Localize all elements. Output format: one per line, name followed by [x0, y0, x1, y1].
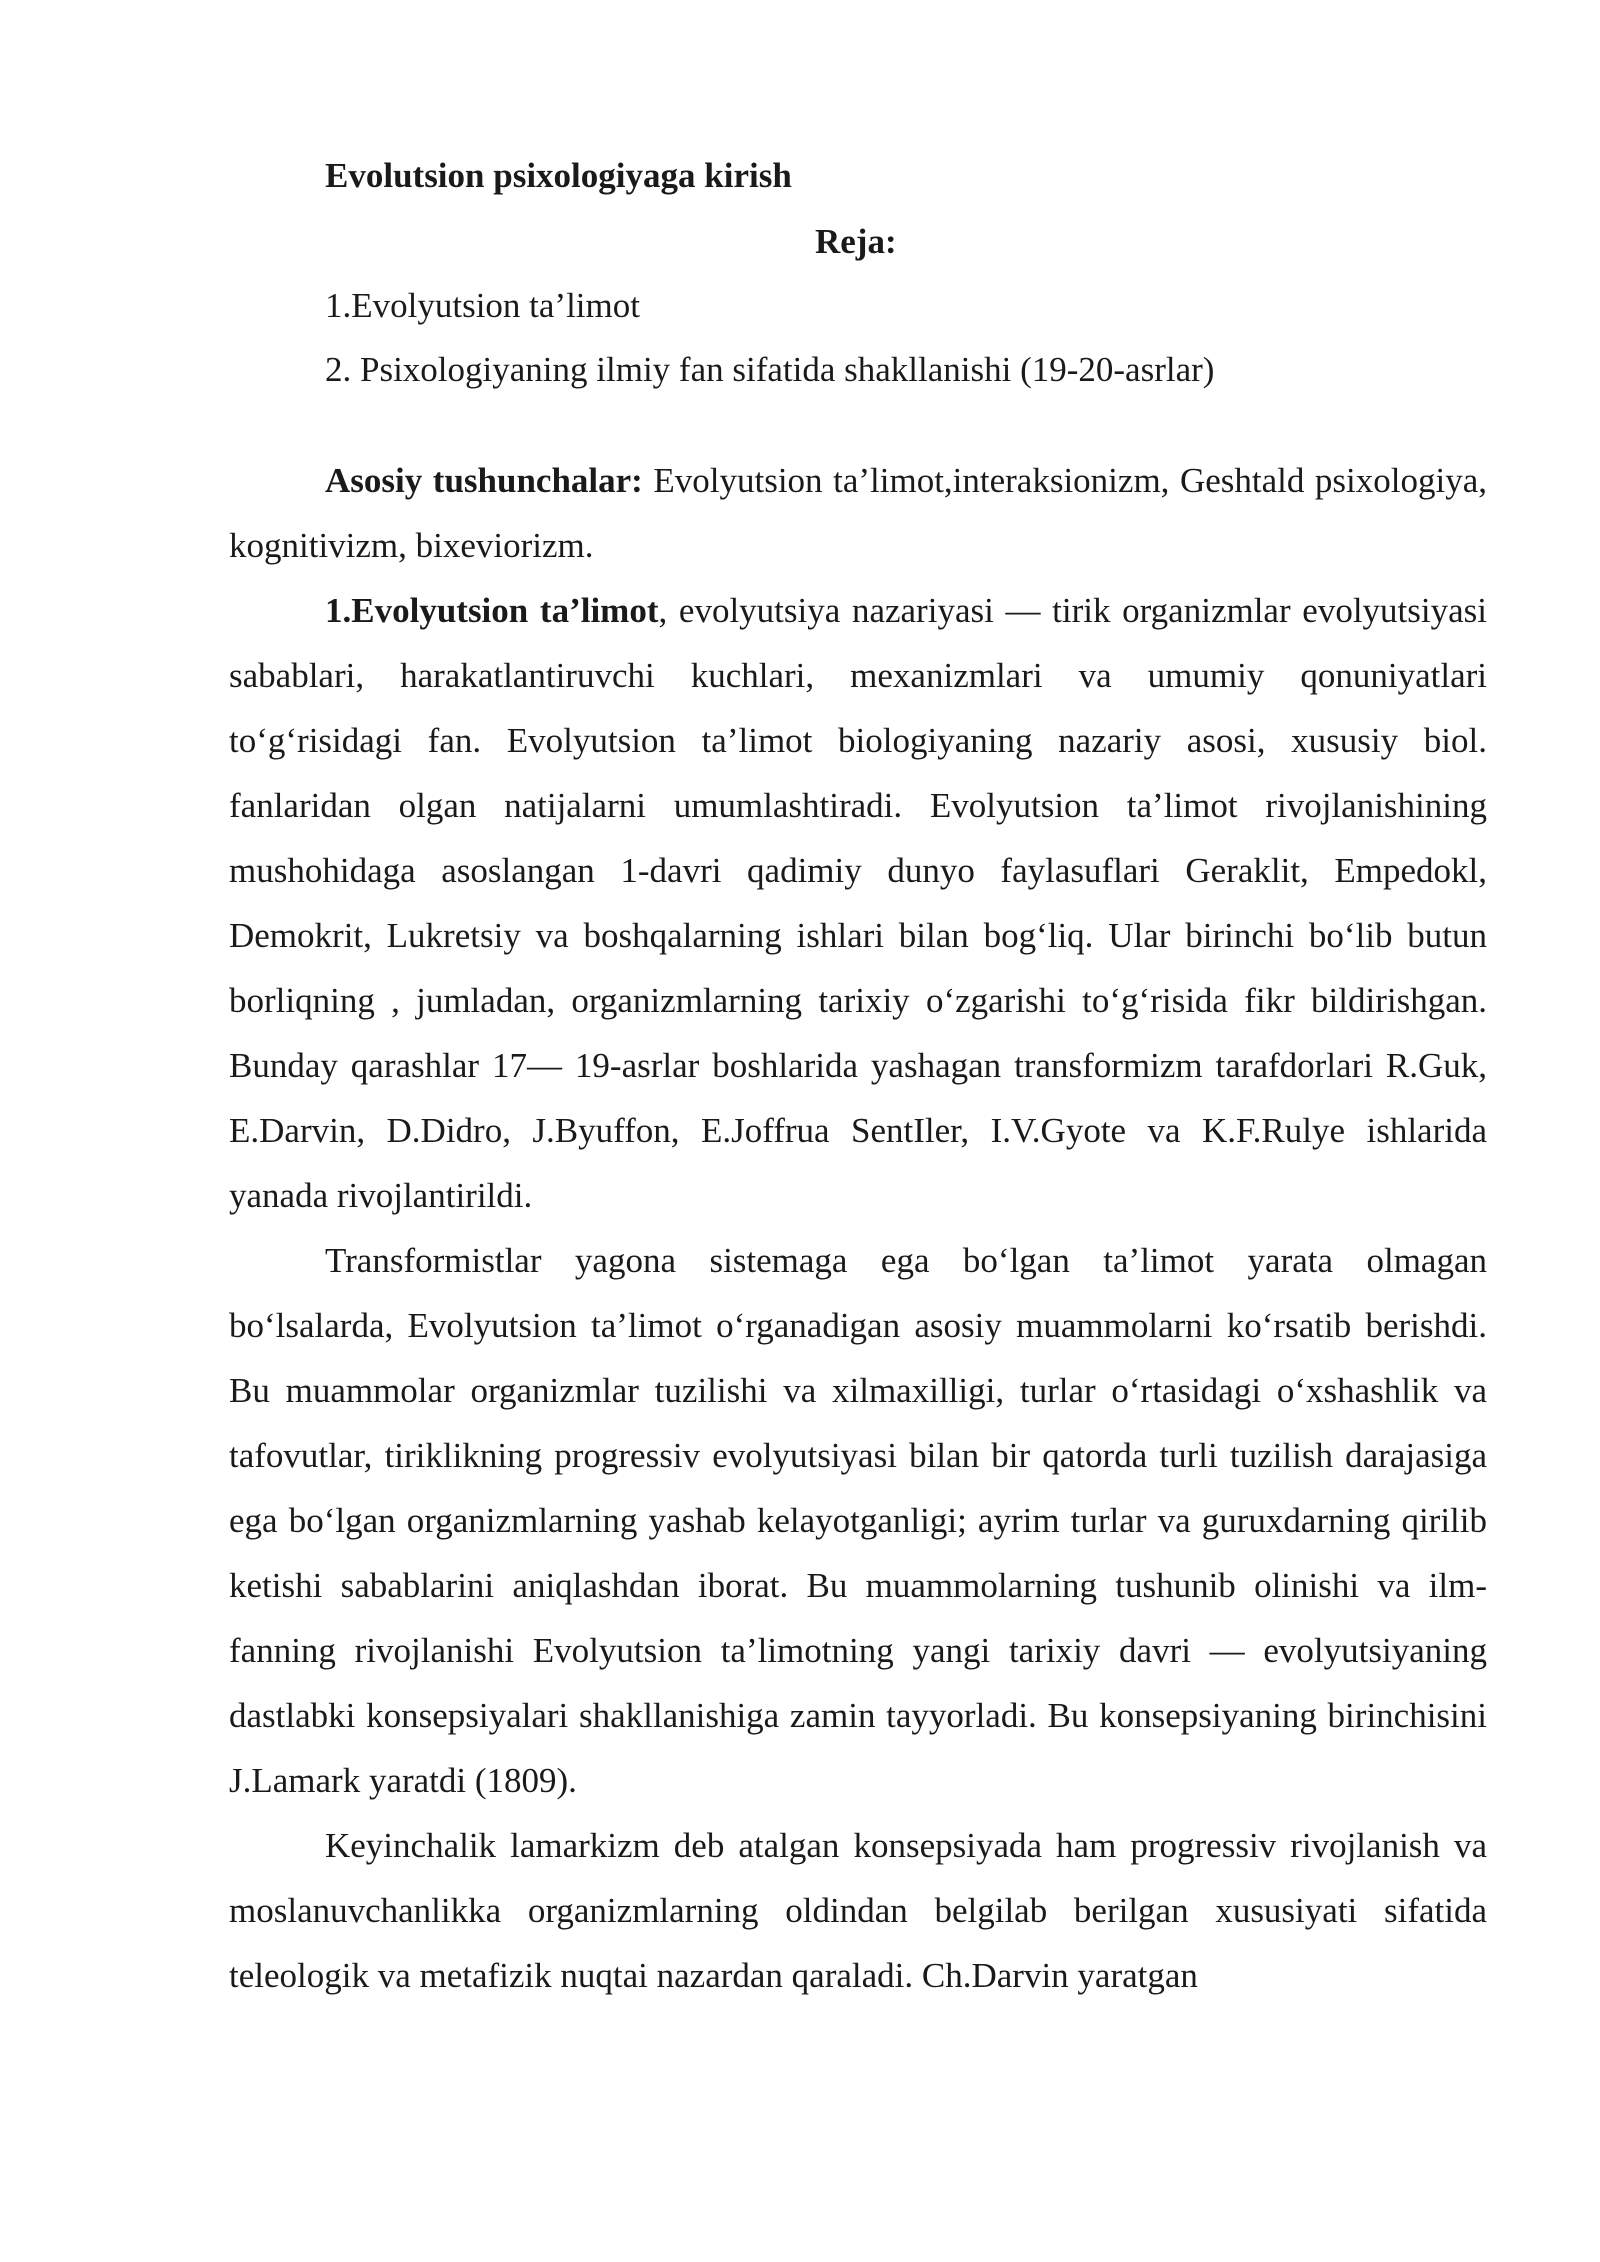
paragraph-lamarckism: Keyinchalik lamarkizm deb atalgan konsepsiyada ham progressiv rivojlanish va moslanuvchanlikka organizmlarning oldindan belgilab berilgan xususiyati sifatida teleologik va metafizik nuqtai nazardan qaraladi. Ch.Darvin yaratgan: [229, 1826, 1487, 1995]
document-body: [229, 150, 1487, 2008]
document-title: Evolutsion psixologiyaga kirish: [325, 156, 792, 195]
section1-text: , evolyutsiya nazariyasi — tirik organizmlar evolyutsiyasi sabablari, harakatlantiruvchi kuchlari, mexanizmlari va umumiy qonuniyatlari to‘g‘risidagi fan. Evolyutsion ta’limot biologiyaning nazariy asosi, xususiy biol. fanlaridan olgan natijalarni umumlashtiradi. Evolyutsion ta’limot rivojlanishining mushohidaga asoslangan 1-davri qadimiy dunyo faylasuflari Geraklit, Empedokl, Demokrit, Lukretsiy va boshqalarning ishlari bilan bog‘liq. Ular birinchi bo‘lib butun borliqning , jumladan, organizmlarning tarixiy o‘zgarishi to‘g‘risida fikr bildirishgan. Bunday qarashlar 17— 19-asrlar boshlarida yashagan transformizm tarafdorlari R.Guk, E.Darvin, D.Didro, J.Byuffon, E.Joffrua SentIler, I.V.Gyote va K.F.Rulye ishlarida yanada rivojlantirildi.: [229, 591, 1487, 1215]
section1-paragraph: [229, 578, 1487, 1228]
plan-item: 1.Evolyutsion ta’limot: [325, 286, 640, 325]
key-concepts-text: Evolyutsion ta’limot,interaksionizm, Geshtald psixologiya, kognitivizm, bixeviorizm.: [229, 461, 1487, 565]
plan-list: [229, 280, 1487, 396]
plan-item: 2. Psixologiyaning ilmiy fan sifatida shakllanishi (19-20-asrlar): [325, 350, 1215, 389]
plan-heading: Reja:: [815, 222, 897, 261]
key-concepts-paragraph: [229, 448, 1487, 578]
key-concepts-label: Asosiy tushunchalar:: [325, 461, 643, 500]
paragraph-transformists: Transformistlar yagona sistemaga ega bo‘lgan ta’limot yarata olmagan bo‘lsalarda, Evolyutsion ta’limot o‘rganadigan asosiy muammolarni ko‘rsatib berishdi. Bu muammolar organizmlar tuzilishi va xilmaxilligi, turlar o‘rtasidagi o‘xshashlik va tafovutlar, tiriklikning progressiv evolyutsiyasi bilan bir qatorda turli tuzilish darajasiga ega bo‘lgan organizmlarning yashab kelayotganligi; ayrim turlar va guruxdarning qirilib ketishi sabablarini aniqlashdan iborat. Bu muammolarning tushunib olinishi va ilm-fanning rivojlanishi Evolyutsion ta’limotning yangi tarixiy davri — evolyutsiyaning dastlabki konsepsiyalari shakllanishiga zamin tayyorladi. Bu konsepsiyaning birinchisini J.Lamark yaratdi (1809).: [229, 1241, 1487, 1800]
section1-heading: 1.Evolyutsion ta’limot: [325, 591, 659, 630]
